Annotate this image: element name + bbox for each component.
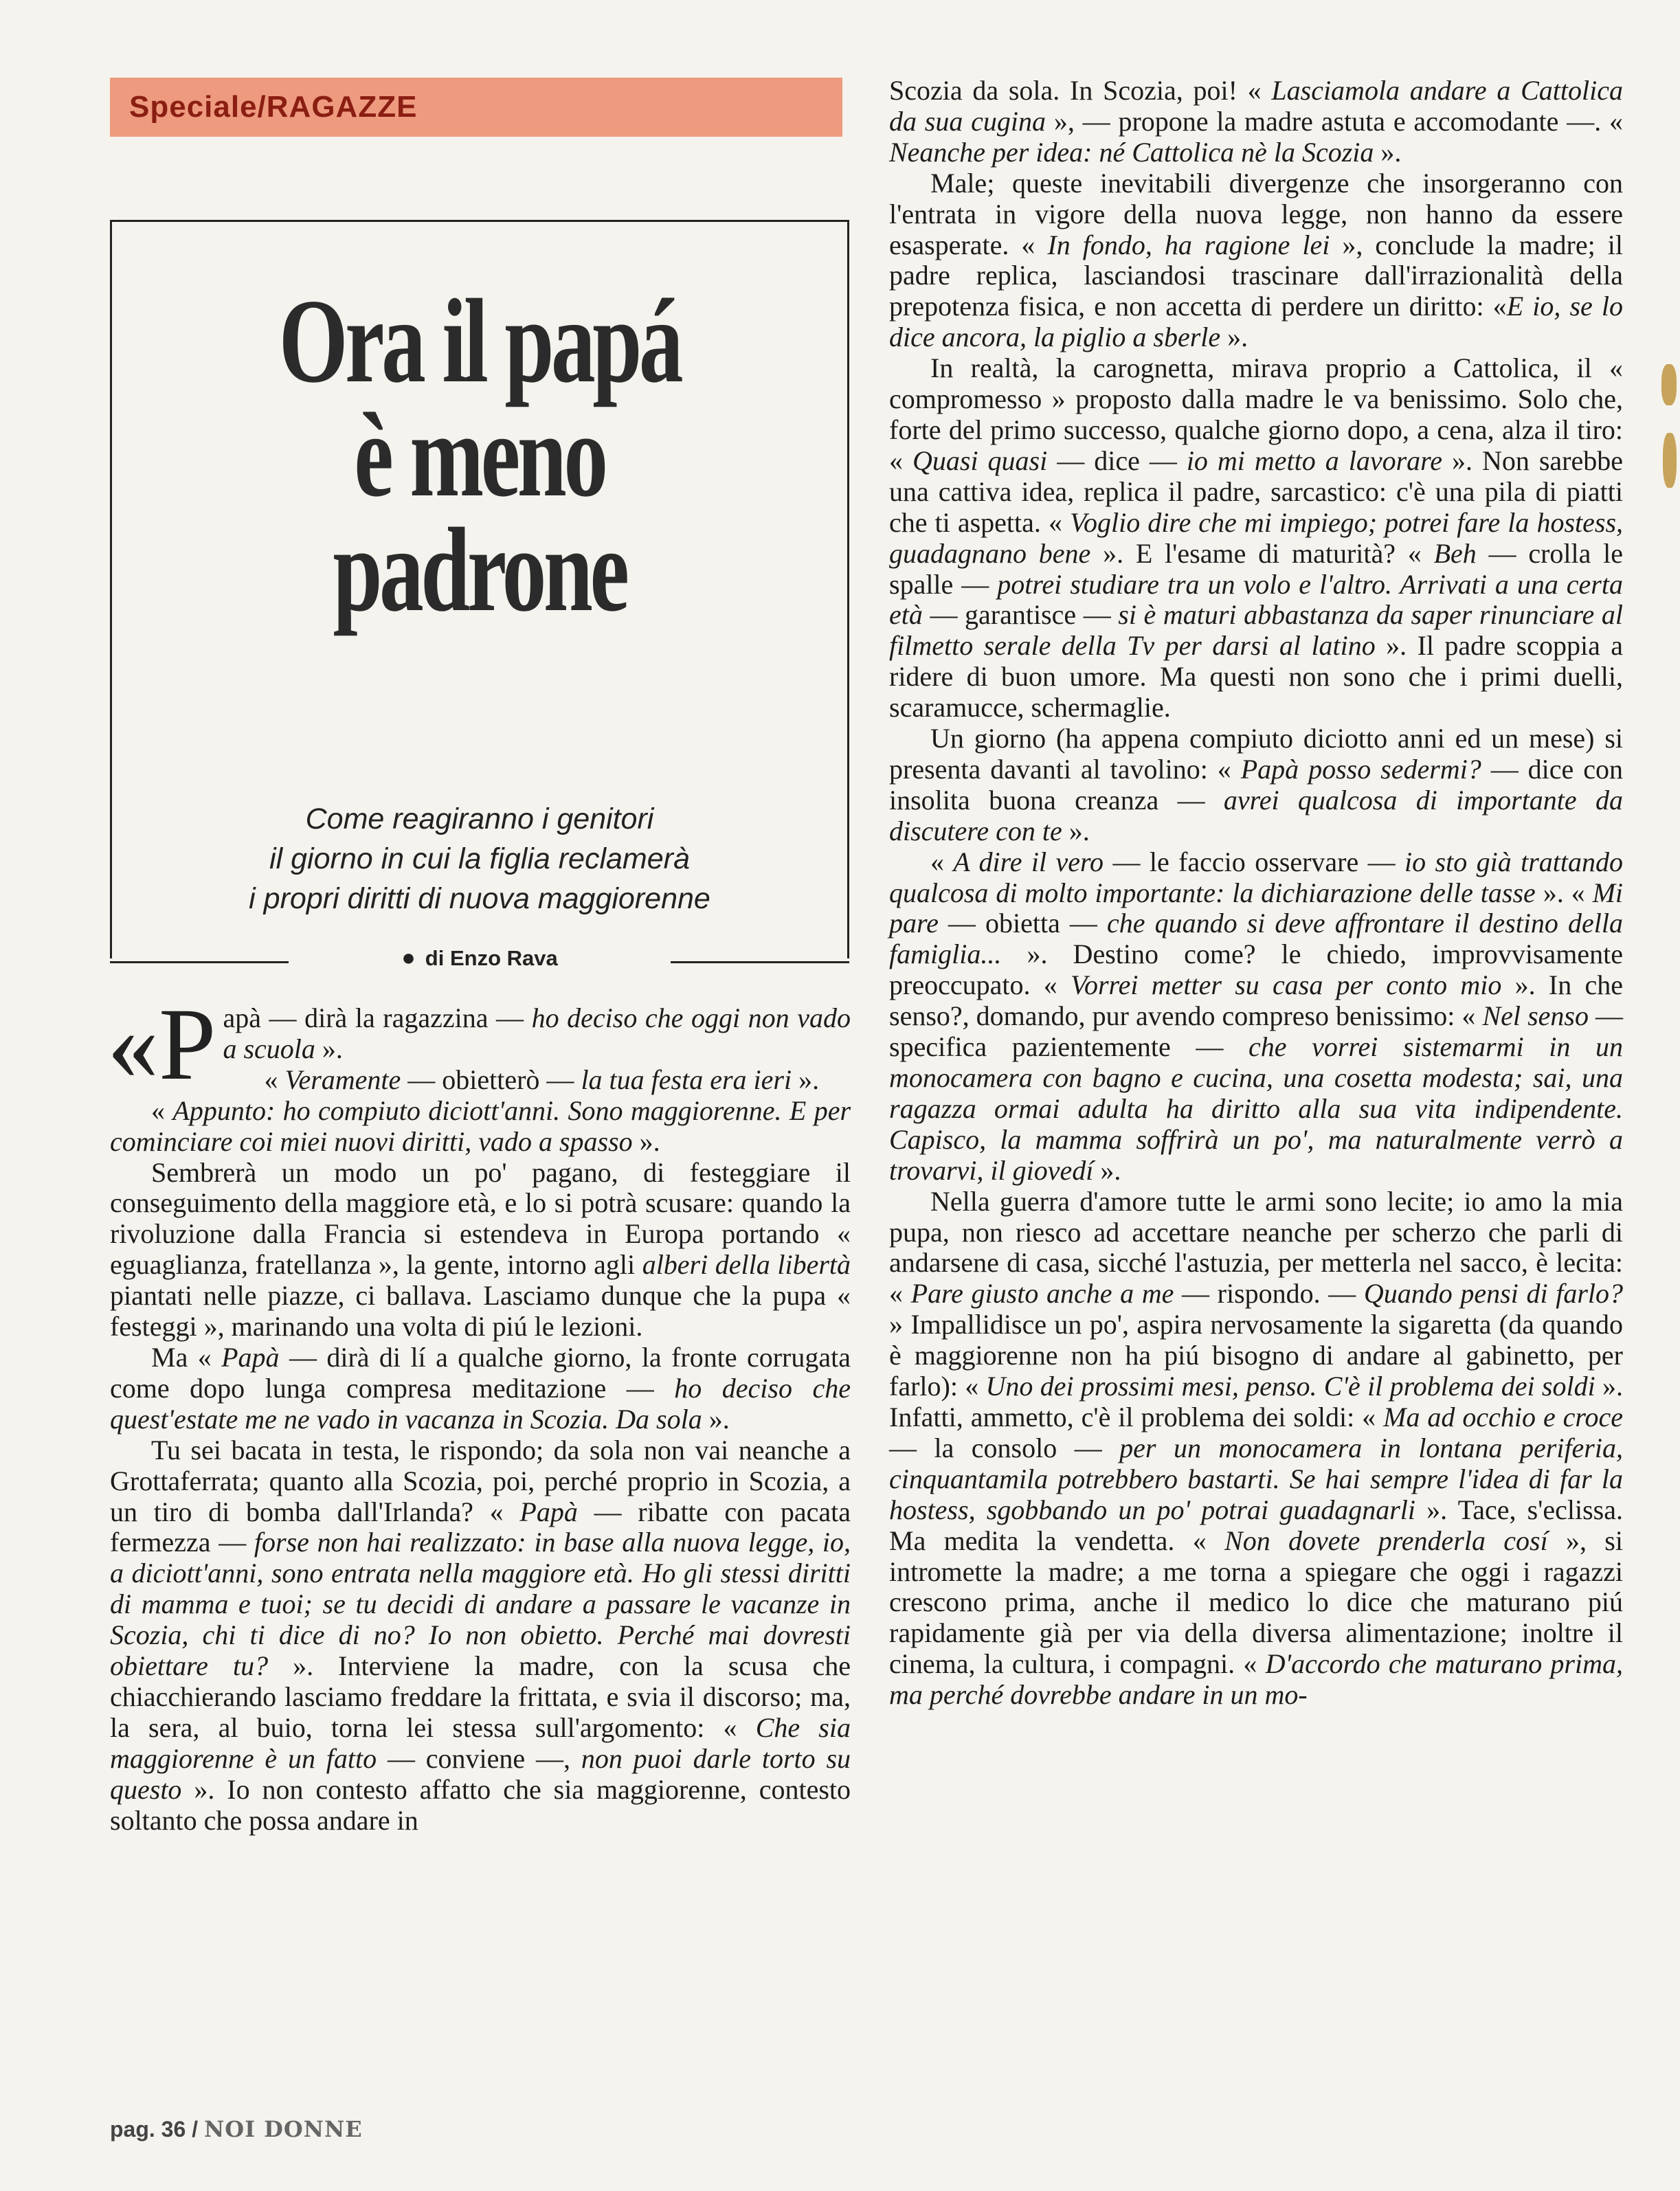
article-column-right [889, 76, 1623, 1711]
section-label: Speciale/RAGAZZE [129, 90, 418, 124]
paragraph: Ma « Papà — dirà di lí a qualche giorno, la fronte corrugata come dopo lunga compresa meditazione — ho deciso che quest'estate me ne vado in vacanza in Scozia. Da sola ». [110, 1341, 851, 1435]
paragraph: In realtà, la carognetta, mirava proprio a Cattolica, il « compromesso » proposto dalla madre le va benissimo. Solo che, forte del primo successo, qualche giorno dopo, a cena, alza il tiro: « Quasi quasi — dice — io mi metto a lavorare ». Non sarebbe una cattiva idea, replica il padre, sarcastico: c'è una pila di piatti che ti aspetta. « Voglio dire che mi impiego; potrei fare la hostess, guadagnano bene ». E l'esame di maturità? « Beh — crolla le spalle — potrei studiare tra un volo e l'altro. Arrivati a una certa età — garantisce — si è maturi abbastanza da saper rinunciare al filmetto serale della Tv per darsi al latino ». Il padre scoppia a ridere di buon umore. Ma questi non sono che i primi duelli, scaramucce, schermaglie. [889, 352, 1624, 723]
byline-rule-right [671, 961, 849, 963]
subtitle-line: i propri diritti di nuova maggiorenne [249, 882, 710, 915]
byline [110, 945, 849, 979]
paragraph: Sembrerà un modo un po' pagano, di festeggiare il conseguimento della maggiore età, e lo si potrà scusare: quando la rivoluzione dalla Francia si estendeva in Europa portando « eguaglianza, fratellanza », la gente, intorno agli alberi della libertà piantati nelle piazze, ci ballava. Lasciamo dunque che la pupa « festeggi », marinando una volta di piú le lezioni. [110, 1156, 851, 1342]
paragraph: « A dire il vero — le faccio osservare — io sto già trattando qualcosa di molto importante: la dichiarazione delle tasse ». « Mi pare — obietta — che quando si deve affrontare il destino della famiglia... ». Destino come? le chiedo, improvvisamente preoccupato. « Vorrei metter su casa per conto mio ». In che senso?, domando, pur avendo compreso benissimo: « Nel senso — specifica pazientemente — che vorrei sistemarmi in un monocamera con bagno e cucina, una cosetta modesta; sai, una ragazza ormai adulta ha diritto alla sua vita indipendente. Capisco, la mamma soffrirà un po', ma naturalmente verrò a trovarvi, il giovedí ». [889, 846, 1624, 1186]
page-edge-stain [1663, 433, 1677, 488]
subtitle [112, 799, 847, 919]
headline-line: Ora il papá [278, 274, 681, 407]
magazine-name: NOI DONNE [203, 2116, 363, 2142]
page-number: pag. 36 / [110, 2117, 199, 2142]
subtitle-line: Come reagiranno i genitori [305, 802, 654, 835]
headline [208, 274, 752, 636]
paragraph: Nella guerra d'amore tutte le armi sono lecite; io amo la mia pupa, non riesco ad accettare neanche per scherzo che parli di andarsene di casa, sicché l'astuzia, per metterla nel sacco, è lecita: « Pare giusto anche a me — rispondo. — Quando pensi di farlo? » Impallidisce un po', aspira nervosamente la sigaretta (da quando è maggiorenne non ha piú bisogno di andare al gabinetto, per farlo): « Uno dei prossimi mesi, penso. C'è il problema dei soldi ». Infatti, ammetto, c'è il problema dei soldi: « Ma ad occhio e croce — la consolo — per un monocamera in lontana periferia, cinquantamila potrebbero bastarti. Se hai sempre l'idea di far la hostess, sgobbando un po' potrai guadagnarli ». Tace, s'eclissa. Ma medita la vendetta. « Non dovete prenderla cosí », si intromette la madre; a me torna a spiegare che oggi i ragazzi crescono prima, anche il medico lo dice che maturano piú rapidamente già per via della diversa alimentazione; inoltre il cinema, la cultura, i compagni. « D'accordo che maturano prima, ma perché dovrebbe andare in un mo- [889, 1185, 1624, 1711]
article-column-left [107, 987, 851, 1836]
page-edge-stain [1661, 364, 1677, 405]
paragraph: Tu sei bacata in testa, le rispondo; da sola non vai neanche a Grottaferrata; quanto alla Scozia, poi, perché proprio in Scozia, a un tiro di bomba dall'Irlanda? « Papà — ribatte con pacata fermezza — forse non hai realizzato: in base alla nuova legge, io, a diciott'anni, sono entrata nella maggiore età. Ho gli stessi diritti di mamma e tuoi; se tu decidi di andare a passare le vacanze in Scozia, chi ti dice di no? Io non obietto. Perché mai dovresti obiettare tu? ». Interviene la madre, con la scusa che chiacchierando lasciamo freddare la frittata, e svia il discorso; ma, la sera, al buio, torna lei stessa sull'argomento: « Che sia maggiorenne è un fatto — conviene —, non puoi darle torto su questo ». Io non contesto affatto che sia maggiorenne, contesto soltanto che possa andare in [110, 1434, 851, 1836]
paragraph: « Veramente — obietterò — la tua festa era ieri ». [264, 1064, 820, 1095]
paragraph: « Appunto: ho compiuto diciott'anni. Sono maggiorenne. E per cominciare coi miei nuovi diritti, vado a spasso ». [110, 1094, 851, 1157]
section-band [110, 78, 842, 137]
subtitle-line: il giorno in cui la figlia reclamerà [269, 842, 690, 875]
headline-box [110, 220, 849, 958]
drop-cap: «P [107, 987, 216, 1101]
headline-line: padrone [333, 502, 627, 636]
paragraph: Un giorno (ha appena compiuto diciotto anni ed un mese) si presenta davanti al tavolino: « Papà posso sedermi? — dice con insolita buona creanza — avrei qualcosa di importante da discutere con te ». [889, 723, 1623, 846]
paragraph: «Papà — dirà la ragazzina — ho deciso che oggi non vado a scuola ». [107, 987, 851, 1101]
paragraph: Male; queste inevitabili divergenze che insorgeranno con l'entrata in vigore della nuova legge, non hanno da essere esasperate. « In fondo, ha ragione lei », conclude la madre; il padre replica, lasciandosi trascinare dall'irrazionalità della prepotenza fisica, e non accetta di perdere un diritto: «E io, se lo dice ancora, la piglio a sberle ». [889, 167, 1623, 353]
bullet-icon: ● [401, 945, 416, 971]
paragraph: Scozia da sola. In Scozia, poi! « Lasciamola andare a Cattolica da sua cugina », — propone la madre astuta e accomodante —. « Neanche per idea: né Cattolica nè la Scozia ». [889, 75, 1624, 168]
author: di Enzo Rava [425, 946, 558, 970]
headline-line: è meno [354, 388, 605, 522]
page-footer [110, 2116, 363, 2142]
byline-text [110, 945, 849, 971]
